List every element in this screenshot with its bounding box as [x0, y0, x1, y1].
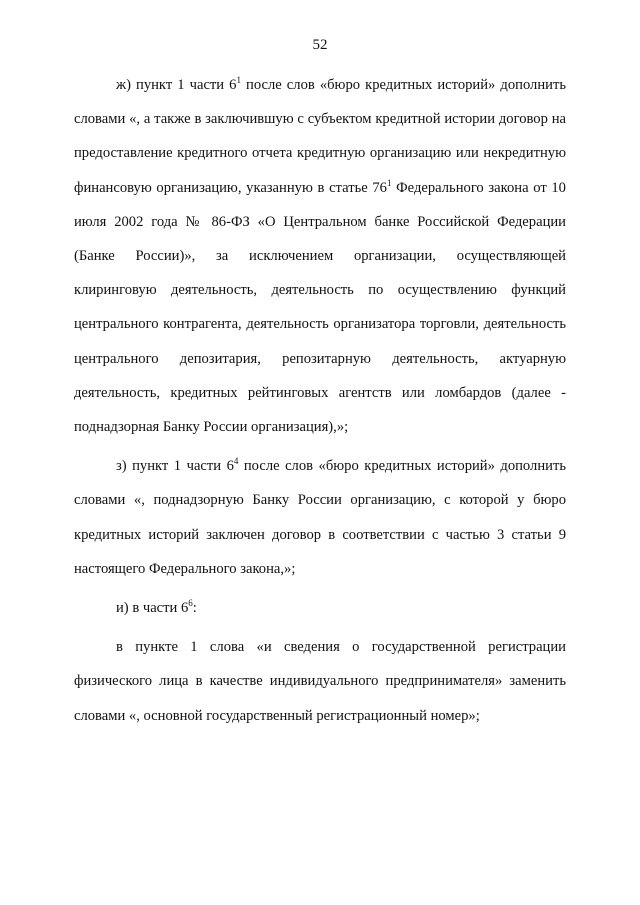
paragraph-zh-part-c: Федерального закона от 10 июля 2002 года № 86-ФЗ «О Центральном банке Российской Федерации (Банке России)», за исключением организации, осуществляющей клиринговую деятельность, деятельность по осуществлению функций центрального контрагента, деятельность организатора торговли, деятельность центрального депозитария, репозитарную деятельность, актуарную деятельность, кредитных рейтинговых агентств или ломбардов (далее - поднадзорная Банку России организация),»; [74, 179, 566, 436]
superscript: 4 [233, 456, 239, 467]
paragraph-zh [74, 68, 566, 444]
page-number: 52 [312, 37, 328, 53]
paragraph-i [74, 591, 566, 625]
document-body [74, 68, 566, 733]
superscript: 1 [386, 177, 392, 188]
paragraph-z-part-a: з) пункт 1 части 6 [116, 458, 234, 475]
paragraph-zh-part-b: после слов «бюро кредитных историй» дополнить словами «, а также в заключившую с субъектом кредитной истории договор на предоставление кредитного отчета кредитную организацию или некредитную финансовую организацию, указанную в статье 76 [74, 77, 566, 196]
superscript: 1 [236, 75, 241, 86]
paragraph-i1-text: в пункте 1 слова «и сведения о государственной регистрации физического лица в качестве индивидуального предпринимателя» заменить словами «, основной государственный регистрационный номер»; [74, 639, 566, 724]
paragraph-i1 [74, 630, 566, 733]
paragraph-i-part-b: : [192, 600, 197, 617]
paragraph-zh-part-a: ж) пункт 1 части 6 [116, 77, 237, 93]
superscript: 6 [188, 598, 193, 609]
paragraph-z [74, 449, 566, 586]
paragraph-z-part-b: после слов «бюро кредитных историй» дополнить словами «, поднадзорную Банку России организацию, с которой у бюро кредитных историй заключен договор в соответствии с частью 3 статьи 9 настоящего Федерального закона,»; [74, 458, 566, 577]
paragraph-i-part-a: и) в части 6 [116, 600, 189, 617]
